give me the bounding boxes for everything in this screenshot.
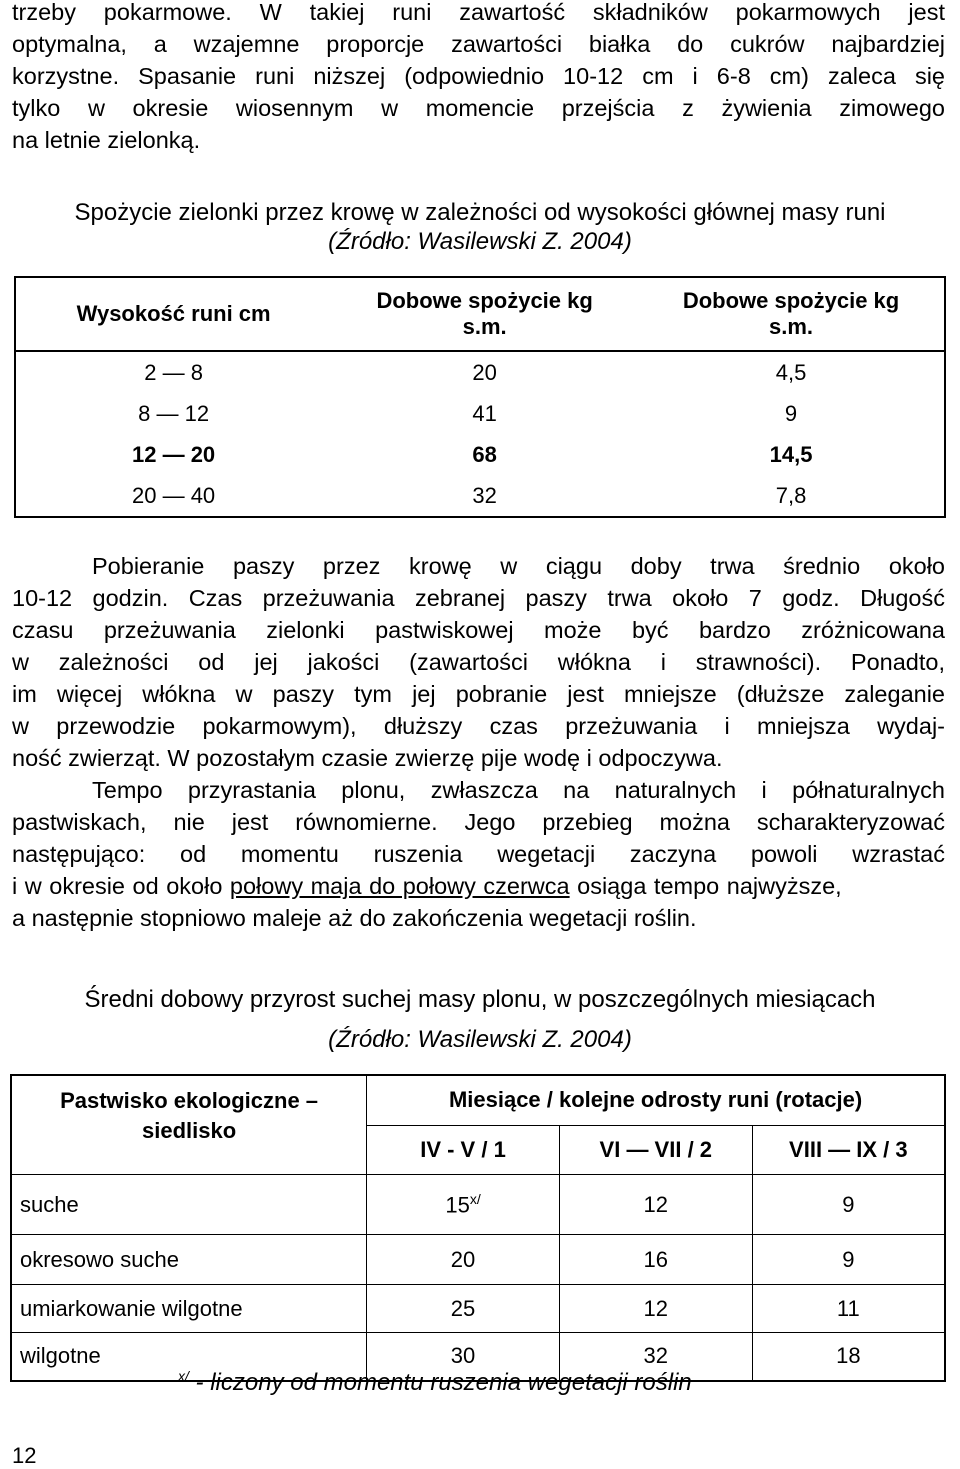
cell-intake-a: 68 — [472, 441, 497, 467]
table2-caption: Średni dobowy przyrost suchej masy plonu, w poszczególnych miesiącach — [84, 986, 876, 1013]
text-line — [12, 870, 945, 902]
table1 — [14, 276, 946, 518]
intro-paragraph — [12, 0, 945, 156]
cell-intake-a: 41 — [472, 400, 497, 426]
cell-intake-a: 20 — [472, 359, 497, 385]
cell-value: 25 — [367, 1285, 560, 1333]
text-line: pastwiskach, nie jest równomierne. Jego przebieg można scharakteryzować — [12, 809, 945, 835]
text-line: 10-12 godzin. Czas przeżuwania zebranej paszy trwa około 7 godz. Długość — [12, 585, 945, 611]
table-row — [15, 475, 945, 517]
cell-height: 12 — 20 — [132, 441, 216, 467]
page-number: 12 — [12, 1443, 37, 1468]
cell-intake-b: 4,5 — [775, 359, 807, 385]
cell-height: 2 — 8 — [144, 359, 203, 385]
table1-source: (Źródło: Wasilewski Z. 2004) — [328, 228, 632, 255]
text-segment: i w okresie od około — [12, 873, 230, 899]
cell-height: 20 — 40 — [132, 482, 216, 508]
table1-header-intake-b: Dobowe spożycie kg s.m. — [638, 277, 945, 351]
footnote-text: - liczony od momentu ruszenia wegetacji roślin — [188, 1369, 692, 1396]
table2-footnote — [178, 1368, 692, 1397]
cell-habitat: umiarkowanie wilgotne — [11, 1285, 367, 1333]
cell-value: 11 — [752, 1285, 945, 1333]
text-line: a następnie stopniowo maleje aż do zakończenia wegetacji roślin. — [12, 905, 697, 931]
text-line: w przewodzie pokarmowym), dłuższy czas przeżuwania i mniejsza wydaj- — [12, 713, 945, 739]
cell-intake-b: 9 — [784, 400, 798, 426]
table1-header-height: Wysokość runi cm — [15, 277, 331, 351]
table2-header-months: Miesiące / kolejne odrosty runi (rotacje) — [367, 1075, 945, 1125]
table2-period-2: VI — VII / 2 — [559, 1125, 752, 1174]
table-row — [15, 434, 945, 475]
cell-value: 12 — [559, 1175, 752, 1235]
cell-intake-b: 7,8 — [775, 482, 807, 508]
cell-value: 30 — [367, 1333, 560, 1381]
table2-header-row — [11, 1075, 945, 1125]
text-segment: osiąga tempo najwyższe, — [569, 873, 842, 899]
text-line: Tempo przyrastania plonu, zwłaszcza na naturalnych i półnaturalnych — [92, 777, 945, 803]
text-line: tylko w okresie wiosennym w momencie przejścia z żywienia zimowego — [12, 95, 945, 121]
cell-habitat: wilgotne — [11, 1333, 367, 1381]
text-line: czasu przeżuwania zielonki pastwiskowej może być bardzo zróżnicowana — [12, 617, 945, 643]
text-line: na letnie zielonką. — [12, 127, 201, 153]
table2-source: (Źródło: Wasilewski Z. 2004) — [328, 1026, 632, 1053]
table1-header-intake-a: Dobowe spożycie kg s.m. — [331, 277, 638, 351]
footnote-mark: x/ — [178, 1368, 189, 1384]
cell-value: 16 — [559, 1235, 752, 1285]
cell-value: 9 — [752, 1175, 945, 1235]
table-row — [11, 1175, 945, 1235]
cell-value: 32 — [559, 1333, 752, 1381]
text-line: im więcej włókna w paszy tym jej pobranie jest mniejsze (dłuższe zaleganie — [12, 681, 945, 707]
table2-header-pasture: Pastwisko ekologiczne – siedlisko — [11, 1075, 367, 1175]
table1-caption: Spożycie zielonki przez krowę w zależności od wysokości głównej masy runi — [74, 199, 886, 226]
body-paragraph-1 — [12, 550, 945, 774]
cell-value — [367, 1175, 560, 1235]
text-line: korzystne. Spasanie runi niższej (odpowiednio 10-12 cm i 6-8 cm) zaleca się — [12, 63, 945, 89]
cell-value: 18 — [752, 1333, 945, 1381]
table-row — [15, 351, 945, 393]
cell-intake-a: 32 — [472, 482, 497, 508]
underlined-phrase: połowy maja do połowy czerwca — [229, 873, 570, 899]
cell-value: 12 — [559, 1285, 752, 1333]
text-line: Pobieranie paszy przez krowę w ciągu doby trwa średnio około — [92, 553, 945, 579]
cell-habitat: okresowo suche — [11, 1235, 367, 1285]
table2-period-1: IV - V / 1 — [367, 1125, 560, 1174]
cell-height: 8 — 12 — [138, 400, 210, 426]
text-line: ność zwierząt. W pozostałym czasie zwierzę pije wodę i odpoczywa. — [12, 745, 723, 771]
table-row — [11, 1235, 945, 1285]
cell-value: 9 — [752, 1235, 945, 1285]
text-line: w zależności od jej jakości (zawartości włókna i strawności). Ponadto, — [12, 649, 945, 675]
cell-value: 20 — [367, 1235, 560, 1285]
footnote-mark: x/ — [469, 1190, 481, 1207]
body-paragraph-2 — [12, 774, 945, 934]
table-row — [15, 393, 945, 434]
cell-intake-b: 14,5 — [769, 441, 813, 467]
cell-habitat: suche — [11, 1175, 367, 1235]
table-row — [11, 1285, 945, 1333]
table2-period-3: VIII — IX / 3 — [752, 1125, 945, 1174]
text-line: optymalna, a wzajemne proporcje zawartości białka do cukrów najbardziej — [12, 31, 945, 57]
table1-header-row — [15, 277, 945, 351]
text-line: następująco: od momentu ruszenia wegetacji zaczyna powoli wzrastać — [12, 841, 945, 867]
text-line: trzeby pokarmowe. W takiej runi zawartość składników pokarmowych jest — [12, 0, 945, 25]
value-text: 15 — [445, 1192, 470, 1218]
table2 — [10, 1074, 946, 1382]
